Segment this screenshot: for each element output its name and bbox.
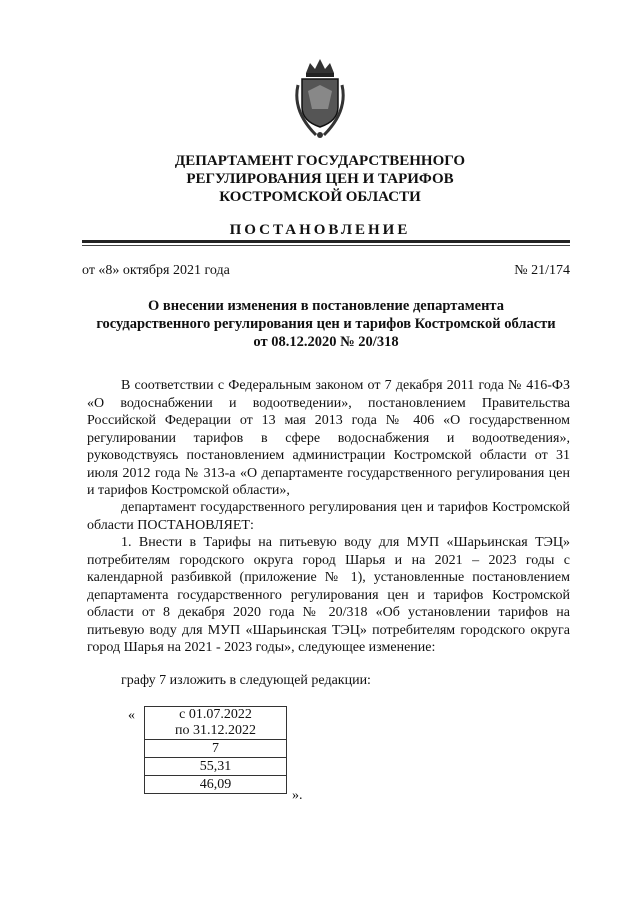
period-from: с 01.07.2022 — [179, 707, 252, 722]
table-row — [145, 707, 287, 740]
tariff-value-1: 55,31 — [145, 758, 287, 776]
subject-line-1: О внесении изменения в постановление департамента — [148, 298, 504, 314]
table-row — [145, 776, 287, 794]
subject-line-2: государственного регулирования цен и тарифов Костромской области — [96, 316, 556, 332]
department-name-line-3: КОСТРОМСКОЙ ОБЛАСТИ — [219, 189, 421, 205]
body-paragraph-4: графу 7 изложить в следующей редакции: — [121, 673, 371, 688]
period-to: по 31.12.2022 — [175, 723, 256, 738]
table-quote-open: « — [128, 708, 135, 723]
document-number: № 21/174 — [514, 263, 570, 278]
department-name-line-1: ДЕПАРТАМЕНТ ГОСУДАРСТВЕННОГО — [174, 153, 466, 169]
body-paragraph-1: В соответствии с Федеральным законом от 7 декабря 2011 года № 416-ФЗ «О водоснабжении и водоотведении», постановлением Правительства Российской Федерации от 13 мая 2013 года № 406 «О государственном регулировании тарифов в сфере водоснабжения и водоотведения», руководствуясь постановлением администрации Костромской области от 31 июля 2012 года № 313-а «О департаменте государственного регулирования цен и тарифов Костромской области», — [87, 378, 570, 498]
document-date: от «8» октября 2021 года — [82, 263, 230, 278]
period-cell — [145, 707, 287, 740]
body-paragraph-2: департамент государственного регулирования цен и тарифов Костромской области ПОСТАНОВЛЯЕТ: — [87, 500, 570, 533]
table-quote-close: ». — [292, 788, 303, 803]
department-name-line-2: РЕГУЛИРОВАНИЯ ЦЕН И ТАРИФОВ — [186, 171, 454, 187]
document-type-title: ПОСТАНОВЛЕНИЕ — [229, 222, 411, 238]
column-7-table — [144, 706, 287, 794]
coat-of-arms-icon — [290, 55, 350, 145]
subject-line-3: от 08.12.2020 № 20/318 — [253, 334, 399, 350]
document-subject — [82, 297, 570, 351]
header-divider — [82, 240, 570, 243]
column-number-cell: 7 — [145, 740, 287, 758]
body-paragraph-3: 1. Внести в Тарифы на питьевую воду для МУП «Шарьинская ТЭЦ» потребителям городского округа город Шарья и на 2021 – 2023 годы с календарной разбивкой (приложение № 1), установленные постановлением департамента государственного регулирования цен и тарифов Костромской области от 8 декабря 2020 года № 20/318 «Об установлении тарифов на питьевую воду для МУП «Шарьинская ТЭЦ» потребителям городского округа город Шарья на 2021 - 2023 годы», следующее изменение: — [87, 535, 570, 655]
table-row — [145, 758, 287, 776]
header-divider-thin — [82, 245, 570, 246]
tariff-value-2: 46,09 — [145, 776, 287, 794]
table-row — [145, 740, 287, 758]
